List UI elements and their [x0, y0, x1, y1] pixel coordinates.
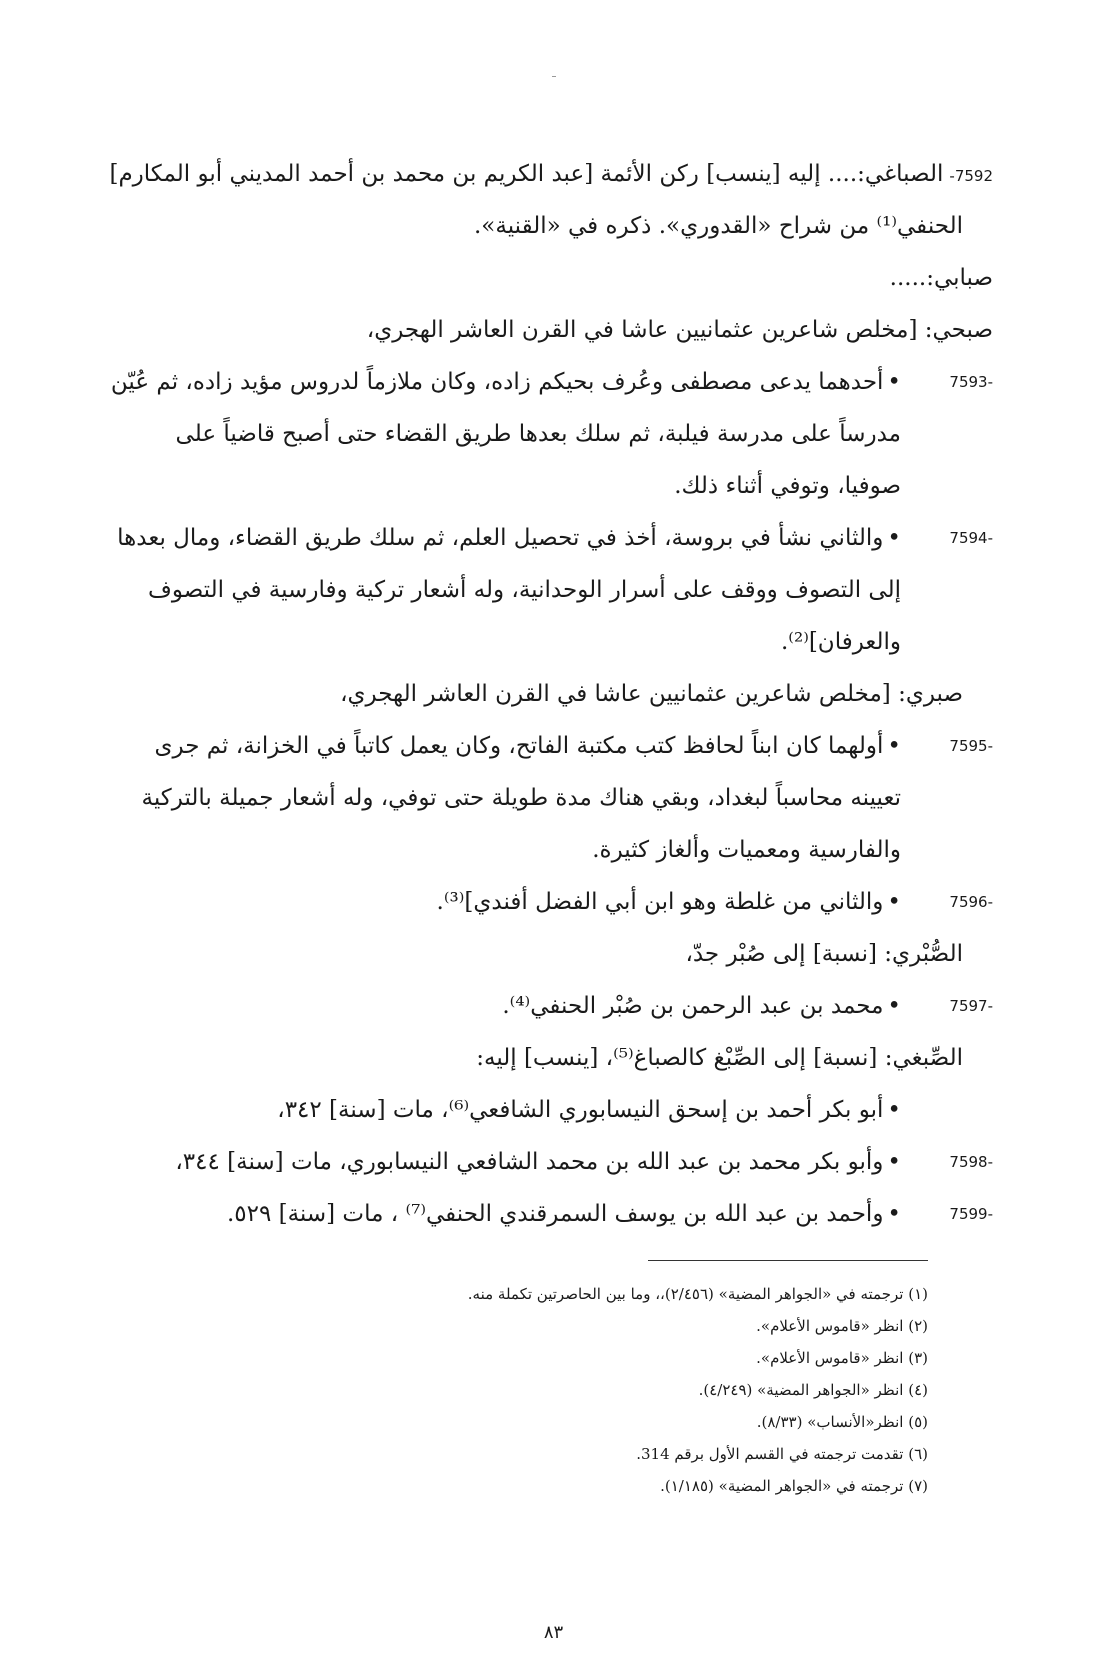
heading-sibghi: الصِّبغي: [نسبة] إلى الصِّبْغ كالصباغ⁽⁵⁾، [ينسب] إليه: [476, 1045, 963, 1071]
entry-7594-line-1: 7594- • والثاني نشأ في بروسة، أخذ في تحصيل العلم، ثم سلك طريق القضاء، ومال بعدها [108, 512, 993, 564]
entry-7592-line-1: 7592-الصباغي:.... إليه [ينسب] ركن الأئمة [عبد الكريم بن محمد بن أحمد المديني أبو المكارم] [109, 161, 993, 187]
footnote-4: (٤) انظر «الجواهر المضية» (٤/٢٤٩). [698, 1381, 928, 1399]
footnote-5: (٥) انظر«الأنساب» (٨/٣٣). [756, 1413, 928, 1431]
heading-subbri: الصُّبْري: [نسبة] إلى صُبْر جدّ، [685, 941, 963, 967]
entry-7595-line-1: 7595- • أولهما كان ابناً لحافظ كتب مكتبة الفاتح، وكان يعمل كاتباً في الخزانة، ثم جرى [108, 720, 993, 772]
entry-number: 7595- [949, 737, 993, 755]
heading-sababi: صبابي:..... [889, 265, 993, 291]
entry-7594-line-3: والعرفان]⁽²⁾. [780, 629, 901, 655]
entry-number: 7599- [949, 1205, 993, 1223]
entry-7593-line-3: صوفيا، وتوفي أثناء ذلك. [674, 473, 901, 499]
footnote-6: (٦) تقدمت ترجمته في القسم الأول برقم 314. [636, 1445, 928, 1463]
entry-abubakr-line: • أبو بكر أحمد بن إسحق النيسابوري الشافعي⁽⁶⁾، مات [سنة] ٣٤٢، [108, 1084, 993, 1136]
page-number: ٨٣ [543, 1622, 564, 1643]
footnote-1: (١) ترجمته في «الجواهر المضية» (٢/٤٥٦)،، وما بين الحاصرتين تكملة منه. [467, 1285, 928, 1303]
entry-7592-line-2: الحنفي⁽¹⁾ من شراح «القدوري». ذكره في «القنية». [474, 213, 963, 239]
footnotes [108, 1278, 928, 1502]
footnote-separator [648, 1260, 928, 1261]
main-text [108, 148, 993, 1240]
entry-number: 7597- [949, 997, 993, 1015]
top-mark [552, 76, 556, 77]
entry-7596-line-1: 7596- • والثاني من غلطة وهو ابن أبي الفضل أفندي]⁽³⁾. [108, 876, 993, 928]
entry-7593-line-2: مدرساً على مدرسة فيلبة، ثم سلك بعدها طريق القضاء حتى أصبح قاضياً على [175, 421, 901, 447]
entry-7599-line-1: 7599- • وأحمد بن عبد الله بن يوسف السمرقندي الحنفي⁽⁷⁾ ، مات [سنة] ٥٢٩. [108, 1188, 993, 1240]
footnote-2: (٢) انظر «قاموس الأعلام». [756, 1317, 928, 1335]
entry-7594-line-2: إلى التصوف ووقف على أسرار الوحدانية، وله أشعار تركية وفارسية في التصوف [148, 577, 901, 603]
entry-number: 7596- [949, 893, 993, 911]
entry-7595-line-3: والفارسية ومعميات وألغاز كثيرة. [592, 837, 901, 863]
heading-sabri: صبري: [مخلص شاعرين عثمانيين عاشا في القرن العاشر الهجري، [340, 681, 963, 707]
entry-7598-line-1: 7598- • وأبو بكر محمد بن عبد الله بن محمد الشافعي النيسابوري، مات [سنة] ٣٤٤، [108, 1136, 993, 1188]
entry-7597-line-1: 7597- • محمد بن عبد الرحمن بن صُبْر الحنفي⁽⁴⁾. [108, 980, 993, 1032]
heading-subhi: صبحي: [مخلص شاعرين عثمانيين عاشا في القرن العاشر الهجري، [366, 317, 993, 343]
entry-number: 7592- [949, 167, 993, 185]
entry-number: 7593- [949, 373, 993, 391]
footnote-7: (٧) ترجمته في «الجواهر المضية» (١/١٨٥). [660, 1477, 928, 1495]
entry-number: 7598- [949, 1153, 993, 1171]
footnote-3: (٣) انظر «قاموس الأعلام». [756, 1349, 928, 1367]
entry-7593-line-1: 7593- • أحدهما يدعى مصطفى وعُرف بحيكم زاده، وكان ملازماً لدروس مؤيد زاده، ثم عُيّن [108, 356, 993, 408]
entry-number: 7594- [949, 529, 993, 547]
entry-7595-line-2: تعيينه محاسباً لبغداد، وبقي هناك مدة طويلة حتى توفي، وله أشعار جميلة بالتركية [141, 785, 901, 811]
